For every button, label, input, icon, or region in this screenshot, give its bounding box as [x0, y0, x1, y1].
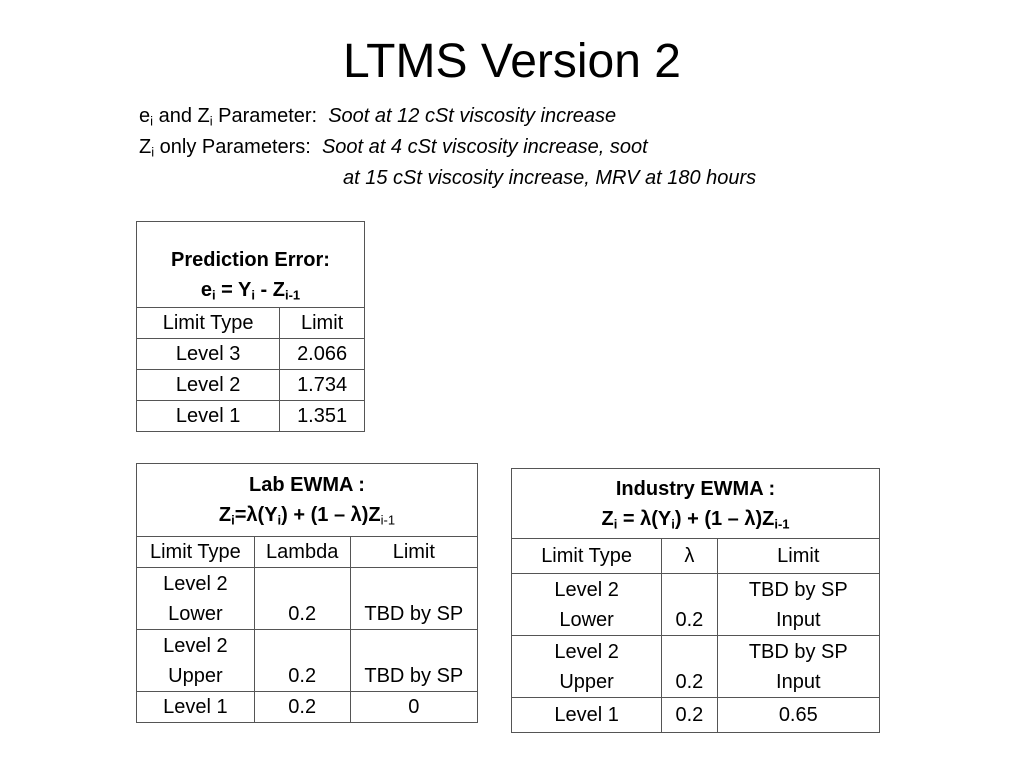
table-row	[137, 630, 478, 692]
limit-cell: 1.734	[280, 370, 365, 401]
limit-cell: TBD by SP	[350, 630, 477, 692]
column-header: Limit Type	[137, 308, 280, 339]
limit-cell: 2.066	[280, 339, 365, 370]
column-header: Limit	[280, 308, 365, 339]
limit-cell: 1.351	[280, 401, 365, 432]
column-header: Limit Type	[137, 537, 255, 568]
column-header: Limit	[717, 539, 879, 574]
param-line-2: $Z_i$ only Parameters: Soot at 4 cSt viscosity increase, soot	[139, 136, 648, 160]
parameter-notes	[139, 101, 756, 194]
table-row	[137, 692, 478, 723]
industry-ewma-table	[511, 468, 880, 733]
param-line-3	[139, 163, 756, 194]
limit-type-cell: Level 1	[137, 692, 255, 723]
column-header: λ	[662, 539, 717, 574]
param-value: at 15 cSt viscosity increase, MRV at 180 hours	[343, 167, 757, 189]
limit-type-cell: Level 2 Upper	[512, 636, 662, 698]
prediction-error-table	[136, 221, 365, 432]
table-column-headers	[137, 308, 365, 339]
table-header: Industry EWMA : $Z_i = \lambda(Y_i) + (1 - \lambda)Z_{i-1}$	[512, 469, 880, 539]
param-label: only Parameters:	[154, 136, 322, 158]
limit-type-cell: Level 3	[137, 339, 280, 370]
lambda-cell: 0.2	[254, 568, 350, 630]
table-row	[137, 370, 365, 401]
column-header: Limit	[350, 537, 477, 568]
table-header: Lab EWMA : $Z_i=\lambda(Y_i) + (1 - \lambda)Z_{i-1}$	[137, 464, 478, 537]
lambda-cell: 0.2	[254, 630, 350, 692]
param-value: Soot at 4 cSt viscosity increase, soot	[321, 136, 648, 158]
limit-cell: TBD by SP	[350, 568, 477, 630]
table-column-headers	[512, 539, 880, 574]
lambda-cell: 0.2	[662, 636, 717, 698]
limit-type-cell: Level 2	[137, 370, 280, 401]
table-row	[137, 401, 365, 432]
page-title: LTMS Version 2	[343, 35, 681, 88]
lambda-cell: 0.2	[254, 692, 350, 723]
lambda-cell: 0.2	[662, 698, 717, 733]
column-header: Lambda	[254, 537, 350, 568]
limit-type-cell: Level 2 Upper	[137, 630, 255, 692]
table-row	[512, 636, 880, 698]
lambda-cell: 0.2	[662, 574, 717, 636]
lab-ewma-table	[136, 463, 478, 723]
table-row	[512, 574, 880, 636]
limit-cell: TBD by SP Input	[717, 636, 879, 698]
param-line-1: $e_i$ and $Z_i$ Parameter: Soot at 12 cSt viscosity increase	[139, 105, 617, 129]
limit-type-cell: Level 1	[512, 698, 662, 733]
limit-type-cell: Level 2 Lower	[512, 574, 662, 636]
table-row	[137, 568, 478, 630]
limit-type-cell: Level 1	[137, 401, 280, 432]
table-column-headers	[137, 537, 478, 568]
limit-cell: TBD by SP Input	[717, 574, 879, 636]
table-row	[137, 339, 365, 370]
table-header: Prediction Error: $e_i = Y_i - Z_{i-1}$	[137, 222, 365, 308]
param-value: Soot at 12 cSt viscosity increase	[328, 105, 617, 127]
limit-cell: 0	[350, 692, 477, 723]
param-label: Parameter:	[212, 105, 329, 127]
limit-type-cell: Level 2 Lower	[137, 568, 255, 630]
table-row	[512, 698, 880, 733]
limit-cell: 0.65	[717, 698, 879, 733]
column-header: Limit Type	[512, 539, 662, 574]
